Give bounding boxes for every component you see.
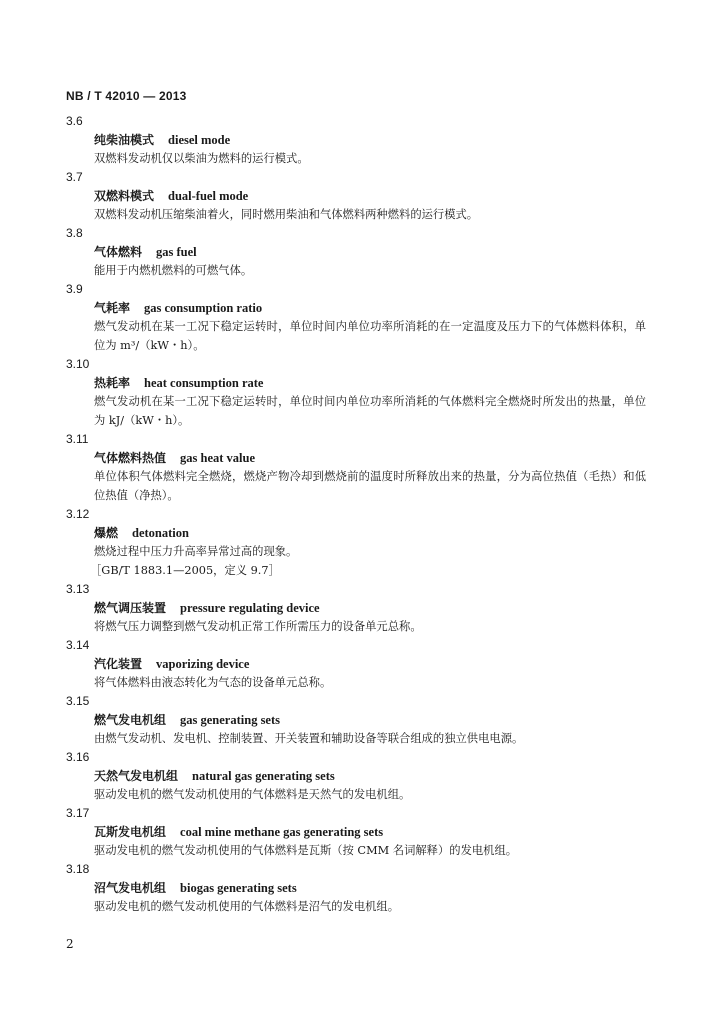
term-english: coal mine methane gas generating sets bbox=[180, 825, 384, 839]
term-english: diesel mode bbox=[168, 133, 231, 147]
term-entry bbox=[66, 355, 646, 430]
term-heading bbox=[66, 599, 646, 617]
term-entry bbox=[66, 748, 646, 804]
term-number: 3.14 bbox=[66, 638, 90, 652]
term-number: 3.16 bbox=[66, 750, 90, 764]
term-definition: 燃烧过程中压力升高率异常过高的现象。 bbox=[94, 545, 298, 558]
term-definition: 将气体燃料由液态转化为气态的设备单元总称。 bbox=[94, 676, 332, 689]
term-number: 3.13 bbox=[66, 582, 90, 596]
term-chinese: 热耗率 bbox=[94, 376, 131, 390]
term-english: gas generating sets bbox=[180, 713, 281, 727]
term-english: gas fuel bbox=[156, 245, 197, 259]
term-number: 3.11 bbox=[66, 432, 89, 446]
term-definition: 驱动发电机的燃气发动机使用的气体燃料是瓦斯（按 CMM 名词解释）的发电机组。 bbox=[94, 844, 518, 857]
term-chinese: 燃气发电机组 bbox=[94, 713, 167, 727]
term-entry bbox=[66, 636, 646, 692]
term-english: detonation bbox=[132, 526, 189, 540]
term-english: gas consumption ratio bbox=[144, 301, 263, 315]
term-chinese: 气体燃料 bbox=[94, 245, 143, 259]
term-chinese: 气耗率 bbox=[94, 301, 131, 315]
term-heading bbox=[66, 243, 646, 261]
term-number: 3.12 bbox=[66, 507, 90, 521]
term-english: dual-fuel mode bbox=[168, 189, 249, 203]
term-chinese: 纯柴油模式 bbox=[94, 133, 155, 147]
term-chinese: 双燃料模式 bbox=[94, 189, 155, 203]
term-english: gas heat value bbox=[180, 451, 256, 465]
term-entry bbox=[66, 224, 646, 280]
term-heading bbox=[66, 767, 646, 785]
term-entry bbox=[66, 168, 646, 224]
term-number: 3.6 bbox=[66, 114, 83, 128]
term-heading bbox=[66, 187, 646, 205]
term-definition: 双燃料发动机压缩柴油着火，同时燃用柴油和气体燃料两种燃料的运行模式。 bbox=[94, 208, 479, 221]
term-heading bbox=[66, 299, 646, 317]
term-number: 3.9 bbox=[66, 282, 83, 296]
term-heading bbox=[66, 524, 646, 542]
term-entry bbox=[66, 860, 646, 916]
term-entry bbox=[66, 112, 646, 168]
term-list bbox=[66, 112, 646, 916]
term-chinese: 燃气调压装置 bbox=[94, 601, 167, 615]
term-definition: 将燃气压力调整到燃气发动机正常工作所需压力的设备单元总称。 bbox=[94, 620, 422, 633]
term-number: 3.17 bbox=[66, 806, 90, 820]
term-heading bbox=[66, 131, 646, 149]
term-chinese: 汽化装置 bbox=[94, 657, 143, 671]
term-heading bbox=[66, 823, 646, 841]
term-heading bbox=[66, 711, 646, 729]
term-number: 3.18 bbox=[66, 862, 90, 876]
term-heading bbox=[66, 655, 646, 673]
term-chinese: 天然气发电机组 bbox=[94, 769, 179, 783]
term-number: 3.10 bbox=[66, 357, 90, 371]
term-definition: 驱动发电机的燃气发动机使用的气体燃料是天然气的发电机组。 bbox=[94, 788, 411, 801]
term-definition: 能用于内燃机燃料的可燃气体。 bbox=[94, 264, 253, 277]
term-english: natural gas generating sets bbox=[192, 769, 335, 783]
term-chinese: 瓦斯发电机组 bbox=[94, 825, 167, 839]
term-chinese: 沼气发电机组 bbox=[94, 881, 167, 895]
term-number: 3.7 bbox=[66, 170, 83, 184]
term-english: heat consumption rate bbox=[144, 376, 264, 390]
term-definition: 燃气发动机在某一工况下稳定运转时，单位时间内单位功率所消耗的在一定温度及压力下的气体燃料体积，单位为 m³/（kW・h）。 bbox=[94, 320, 646, 352]
term-entry bbox=[66, 580, 646, 636]
term-english: biogas generating sets bbox=[180, 881, 297, 895]
term-heading bbox=[66, 374, 646, 392]
term-definition: 燃气发动机在某一工况下稳定运转时，单位时间内单位功率所消耗的气体燃料完全燃烧时所发出的热量，单位为 kJ/（kW・h）。 bbox=[94, 395, 646, 427]
term-chinese: 气体燃料热值 bbox=[94, 451, 167, 465]
term-entry bbox=[66, 804, 646, 860]
term-heading bbox=[66, 449, 646, 467]
term-entry bbox=[66, 505, 646, 580]
term-number: 3.8 bbox=[66, 226, 83, 240]
document-code: NB / T 42010 — 2013 bbox=[66, 89, 187, 103]
page-number: 2 bbox=[66, 937, 74, 951]
term-source-reference: ［GB/T 1883.1—2005，定义 9.7］ bbox=[90, 564, 280, 577]
term-definition: 驱动发电机的燃气发动机使用的气体燃料是沼气的发电机组。 bbox=[94, 900, 400, 913]
term-heading bbox=[66, 879, 646, 897]
term-english: vaporizing device bbox=[156, 657, 250, 671]
term-entry bbox=[66, 692, 646, 748]
term-chinese: 爆燃 bbox=[94, 526, 119, 540]
term-definition: 由燃气发动机、发电机、控制装置、开关装置和辅助设备等联合组成的独立供电电源。 bbox=[94, 732, 524, 745]
term-definition: 双燃料发动机仅以柴油为燃料的运行模式。 bbox=[94, 152, 309, 165]
term-number: 3.15 bbox=[66, 694, 90, 708]
term-definition: 单位体积气体燃料完全燃烧，燃烧产物冷却到燃烧前的温度时所释放出来的热量，分为高位热值（毛热）和低位热值（净热）。 bbox=[94, 470, 646, 502]
term-entry bbox=[66, 430, 646, 505]
term-entry bbox=[66, 280, 646, 355]
term-english: pressure regulating device bbox=[180, 601, 320, 615]
